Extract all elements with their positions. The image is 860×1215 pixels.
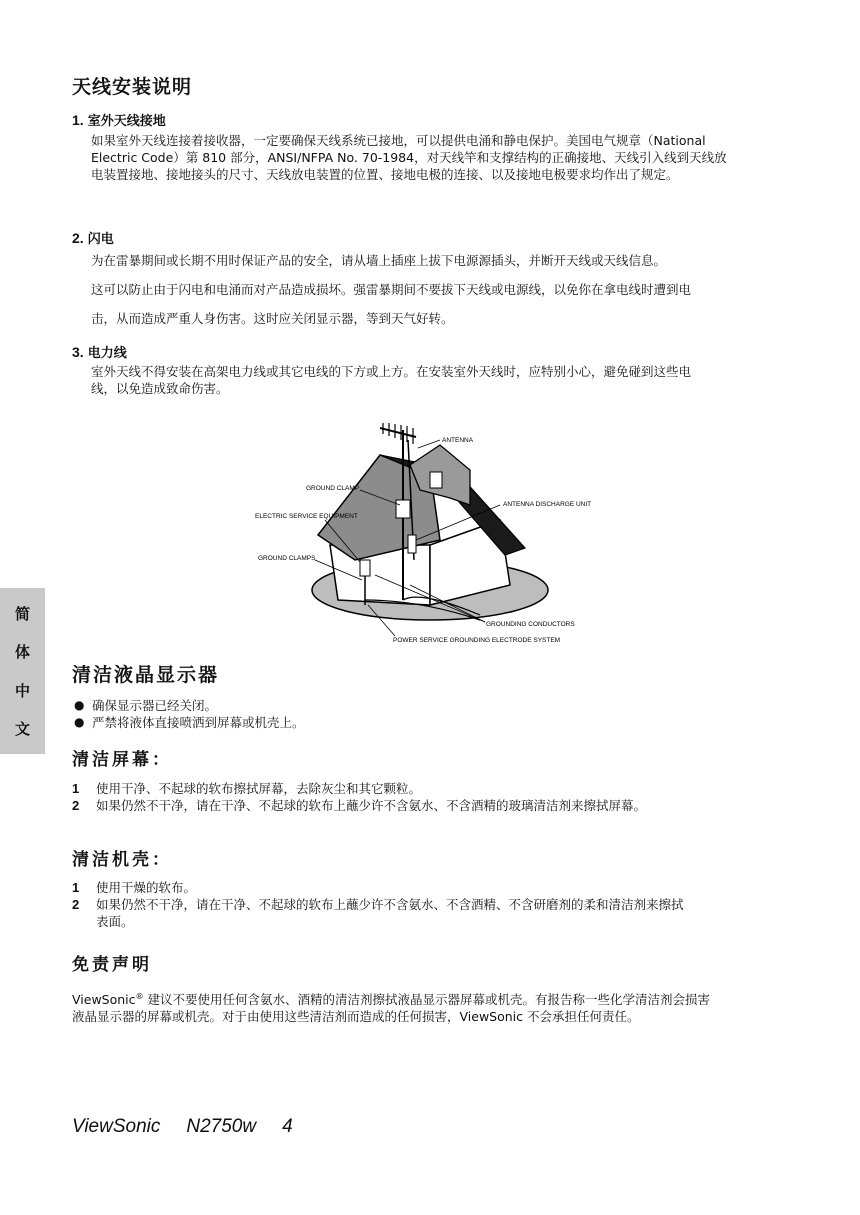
section-1-heading [72, 110, 166, 129]
list-item [72, 780, 646, 797]
section-1-line: 电装置接地、接地接头的尺寸、天线放电装置的位置、接地电极的连接、以及接地电极要求均作出了规定。 [91, 167, 679, 182]
registered-mark: ® [135, 992, 144, 1001]
bullet-item [74, 714, 305, 731]
list-text [96, 896, 684, 930]
list-number: 1 [72, 781, 80, 796]
bullet-dot: ● [74, 715, 85, 729]
label-power-service: POWER SERVICE GROUNDING ELECTRODE SYSTEM [393, 637, 561, 644]
page-title: 天线安装说明 [72, 76, 193, 98]
section-1-line: Electric Code）第 810 部分，ANSI/NFPA No. 70-1984，对天线竿和支撑结构的正确接地、天线引入线到天线放 [91, 150, 727, 165]
page-footer [72, 1116, 319, 1138]
clean-screen-list [72, 780, 646, 814]
label-ground-clamps: GROUND CLAMPS [258, 555, 316, 562]
side-tab-char: 中 [14, 681, 30, 700]
section-3-body [91, 363, 791, 397]
list-text-line: 如果仍然不干净，请在干净、不起球的软布上蘸少许不含氨水、不含酒精、不含研磨剂的柔和清洁剂来擦拭 [96, 897, 684, 912]
label-electric-service: ELECTRIC SERVICE EQUIPMENT [255, 513, 358, 520]
label-discharge-unit: ANTENNA DISCHARGE UNIT [503, 501, 592, 508]
footer-model: N2750w [186, 1116, 257, 1137]
clean-lcd-title: 清洁液晶显示器 [72, 664, 220, 686]
list-item [72, 879, 792, 896]
section-1-body [91, 132, 791, 183]
section-2-line: 为在雷暴期间或长期不用时保证产品的安全，请从墙上插座上拔下电源源插头，并断开天线或天线信息。 [91, 253, 667, 268]
disclaimer-line: 液晶显示器的屏幕或机壳。对于由使用这些清洁剂而造成的任何损害，ViewSonic 不会承担任何责任。 [72, 1009, 640, 1025]
section-2-body [91, 246, 801, 333]
footer-page-number: 4 [282, 1116, 293, 1137]
section-2-line: 击，从而造成严重人身伤害。这时应关闭显示器，等到天气好转。 [91, 311, 454, 326]
discharge-unit-box [408, 535, 416, 553]
section-3-line: 室外天线不得安装在高架电力线或其它电线的下方或上方。在安装室外天线时，应特别小心，避免碰到这些电 [91, 364, 692, 379]
bullet-item [74, 697, 305, 714]
list-text: 使用干燥的软布。 [96, 880, 197, 895]
section-1-line: 如果室外天线连接着接收器，一定要确保天线系统已接地，可以提供电涌和静电保护。美国电气规章（National [91, 133, 706, 148]
label-ground-clamp: GROUND CLAMP [306, 485, 360, 492]
label-antenna: ANTENNA [442, 437, 474, 444]
section-3-line: 线，以免造成致命伤害。 [91, 381, 229, 396]
antenna-grounding-diagram [250, 420, 600, 648]
list-text: 如果仍然不干净，请在干净、不起球的软布上蘸少许不含氨水、不含酒精的玻璃清洁剂来擦拭屏幕。 [96, 798, 647, 813]
ground-clamp-box [396, 500, 410, 518]
list-text: 使用干净、不起球的软布擦拭屏幕，去除灰尘和其它颗粒。 [96, 781, 422, 796]
section-2-heading [72, 228, 114, 247]
section-2-line: 这可以防止由于闪电和电涌而对产品造成损坏。强雷暴期间不要拔下天线或电源线，以免你在拿电线时遭到电 [91, 282, 692, 297]
list-number: 2 [72, 897, 80, 912]
clean-case-list [72, 879, 792, 930]
chimney-window [430, 472, 442, 488]
bullet-text: 确保显示器已经关闭。 [92, 698, 218, 713]
bullet-dot: ● [74, 698, 85, 712]
language-side-tab [0, 588, 45, 754]
disclaimer-body [72, 988, 802, 1025]
disclaimer-line [72, 988, 802, 1008]
section-3-heading [72, 342, 127, 361]
section-2-number: 2. [72, 230, 84, 246]
side-tab-char: 简 [14, 604, 30, 623]
brand-name: ViewSonic [72, 992, 136, 1008]
clean-lcd-bullets [74, 697, 305, 731]
footer-brand: ViewSonic [72, 1116, 161, 1137]
antenna-boom [380, 428, 416, 437]
list-text-line: 表面。 [96, 914, 134, 929]
bullet-text: 严禁将液体直接喷洒到屏幕或机壳上。 [92, 715, 305, 730]
disclaimer-title: 免责声明 [72, 955, 152, 975]
list-number: 1 [72, 880, 80, 895]
list-number: 2 [72, 798, 80, 813]
clean-screen-title: 清洁屏幕： [72, 750, 172, 770]
side-tab-char: 文 [14, 720, 30, 739]
section-3-title: 电力线 [87, 346, 127, 361]
section-3-number: 3. [72, 344, 84, 360]
section-2-title: 闪电 [87, 232, 114, 247]
label-grounding-conductors: GROUNDING CONDUCTORS [486, 621, 575, 628]
section-1-title: 室外天线接地 [87, 114, 166, 129]
list-item [72, 797, 646, 814]
service-equipment-box [360, 560, 370, 576]
list-item [72, 896, 792, 930]
section-1-number: 1. [72, 112, 84, 128]
clean-case-title: 清洁机壳： [72, 850, 172, 870]
disclaimer-text: 建议不要使用任何含氨水、酒精的清洁剂擦拭液晶显示器屏幕或机壳。有报告称一些化学清洁剂会损害 [143, 992, 710, 1008]
side-tab-char: 体 [14, 643, 30, 662]
